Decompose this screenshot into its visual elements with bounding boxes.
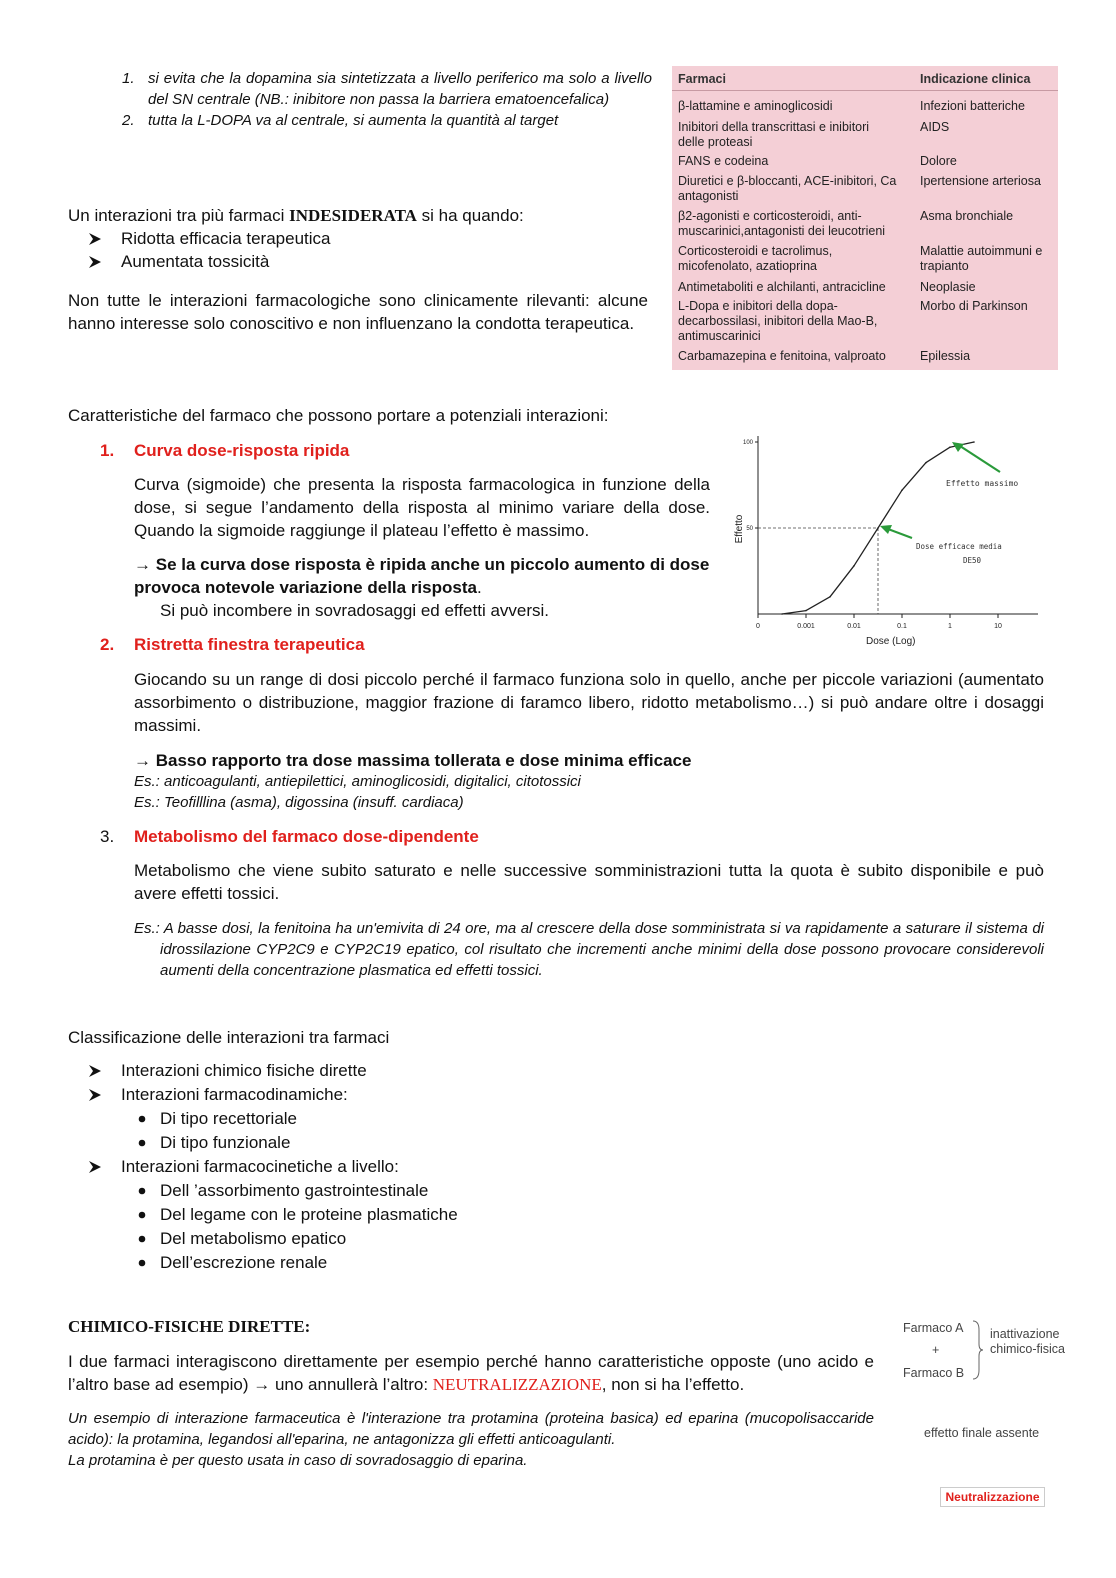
table-row: Infezioni batteriche: [920, 99, 1025, 113]
curve-point: [853, 565, 855, 567]
section-3-heading: 3. Metabolismo del farmaco dose-dipendente: [100, 827, 479, 846]
section-3-title: Metabolismo del farmaco dose-dipendente: [134, 827, 479, 846]
arrowhead-bullet-icon: [88, 255, 102, 269]
bullet-dot-icon: [138, 1235, 146, 1243]
table-row: Neoplasie: [920, 280, 976, 294]
list-item: 1. si evita che la dopamina sia sintetizzata a livello periferico ma solo a livello del SN centrale (NB.: inibitore non passa la barriera ematoencefalica): [122, 70, 652, 108]
list-item: Interazioni farmacodinamiche:: [88, 1083, 688, 1107]
list-item: Interazioni chimico fisiche dirette: [88, 1059, 688, 1083]
curve-point: [877, 527, 879, 529]
final-effect-label: effetto finale assente: [924, 1426, 1040, 1440]
section-3-body: Metabolismo che viene subito saturato e nelle successive somministrazioni tutta la quota è subito disponibile e può avere effetti tossici.: [134, 861, 1044, 903]
inactivation-label: inattivazione chimico-fisica: [990, 1327, 1066, 1356]
drug-a-label: Farmaco A: [903, 1321, 964, 1335]
x-tick-label: 0.001: [797, 623, 815, 630]
arrowhead-bullet-icon: [88, 1160, 102, 1174]
table-row: Dolore: [920, 154, 957, 168]
table-row: AIDS: [920, 120, 950, 134]
list-item: Dell’escrezione renale: [88, 1251, 688, 1275]
list-item: Dell ’assorbimento gastrointestinale: [88, 1179, 688, 1203]
bullet-dot-icon: [138, 1259, 146, 1267]
chem-heading: CHIMICO-FISICHE DIRETTE:: [68, 1317, 311, 1336]
relevance-paragraph: Non tutte le interazioni farmacologiche sono clinicamente rilevanti: alcune hanno interesse solo conoscitivo e non influenzano la condotta terapeutica.: [68, 291, 648, 333]
x-axis-label: Dose (Log): [866, 636, 916, 647]
annotation-max-effect: Effetto massimo: [946, 479, 1019, 488]
section-2-example-2: Es.: Teofilllina (asma), digossina (insuff. cardiaca): [134, 794, 464, 811]
annotation-ed50-text: Dose efficace media: [916, 542, 1002, 551]
undesired-list: [88, 227, 648, 273]
table-header-drugs: Farmaci: [678, 72, 726, 86]
arrow-icon: →: [134, 555, 151, 574]
curve-point: [949, 446, 951, 448]
x-tick-label: 0: [756, 623, 760, 630]
chart-axes: [758, 436, 1038, 614]
curve-point: [925, 462, 927, 464]
arrow-max-effect-icon: [960, 446, 1000, 472]
section-2-example-1: Es.: anticoagulanti, antiepilettici, aminoglicosidi, digitalici, citotossici: [134, 773, 581, 790]
table-row: Epilessia: [920, 349, 971, 363]
annotation-ed50-symbol: DE50: [963, 556, 982, 565]
drug-indication-table: [672, 66, 1058, 370]
bullet-dot-icon: [138, 1139, 146, 1147]
table-header-indication: Indicazione clinica: [920, 72, 1031, 86]
chem-body: I due farmaci interagiscono direttamente per esempio perché hanno caratteristiche opposte (uno acido e l’altro base ad esempio) → uno annullerà l’altro: NEUTRALIZZAZIONE, non si ha l’effetto.: [68, 1352, 874, 1394]
plus-sign: +: [932, 1343, 940, 1357]
undesired-intro: Un interazioni tra più farmaci INDESIDERATA si ha quando:: [68, 206, 524, 225]
arrow-icon: →: [253, 1375, 271, 1394]
chem-example-2: La protamina è per questo usata in caso di sovradosaggio di eparina.: [68, 1452, 528, 1469]
undesired-keyword: INDESIDERATA: [289, 206, 417, 225]
section-2-body: Giocando su un range di dosi piccolo perché il farmaco funziona solo in quello, anche per piccole variazioni (aumentato assorbimento o distribuzione, maggior frazione di faramco libero, ridotto metabolismo…) si può andare oltre i dosaggi massimi.: [134, 670, 1044, 735]
section-3-example: Es.: A basse dosi, la fenitoina ha un'emivita di 24 ore, ma al crescere della dose somministrata si va rapidamente a saturare il sistema di idrossilazione CYP2C9 e CYP2C19 epatico, col risultato che incrementi anche minimi della dose possono provocare considerevoli aumenti della concentrazione plasmatica ed effetti tossici.: [134, 920, 1044, 979]
arrow-icon: →: [134, 751, 151, 770]
table-row: Corticosteroidi e tacrolimus, micofenolato, azatioprina: [678, 244, 833, 273]
curve-point: [829, 596, 831, 598]
arrowhead-bullet-icon: [88, 1064, 102, 1078]
y-tick-label: 100: [742, 440, 753, 446]
table-row: β-lattamine e aminoglicosidi: [678, 99, 833, 113]
table-row: Antimetaboliti e alchilanti, antracicline: [678, 280, 886, 294]
table-row: Malattie autoimmuni e trapianto: [920, 244, 1043, 273]
header-divider: [672, 90, 1058, 91]
list-item: 2. tutta la L-DOPA va al centrale, si aumenta la quantità al target: [122, 112, 559, 129]
neutralization-keyword: NEUTRALIZZAZIONE: [432, 1375, 602, 1394]
curve-point: [901, 489, 903, 491]
section-2-title: Ristretta finestra terapeutica: [134, 635, 365, 654]
table-row: Ipertensione arteriosa: [920, 174, 1041, 188]
list-item: Aumentata tossicità: [88, 250, 648, 273]
table-row: L-Dopa e inibitori della dopa-decarbossilasi, inibitori della Mao-B, antimuscarinici: [678, 299, 878, 343]
list-item: Di tipo recettoriale: [88, 1107, 688, 1131]
neutralization-box: Neutralizzazione: [940, 1487, 1045, 1507]
arrowhead-bullet-icon: [88, 1088, 102, 1102]
chem-example: Un esempio di interazione farmaceutica è l'interazione tra protamina (proteina basica) ed eparina (mucopolisaccaride acido): la protamina, legandosi all'eparina, ne antagonizza gli effetti anticoagulanti.: [68, 1410, 874, 1448]
y-tick-label: 50: [746, 526, 753, 532]
curve-point: [973, 441, 975, 443]
section-1-body: Curva (sigmoide) che presenta la risposta farmacologica in funzione della dose, si segue l’andamento della risposta al minimo variare della dose. Quando la sigmoide raggiunge il plateau l’effetto è massimo.: [134, 475, 710, 540]
x-tick-label: 0.01: [847, 623, 861, 630]
section-2-heading: 2. Ristretta finestra terapeutica: [100, 635, 365, 654]
table-row: Diuretici e β-bloccanti, ACE-inibitori, Ca antagonisti: [678, 174, 897, 203]
list-item: Ridotta efficacia terapeutica: [88, 227, 648, 250]
classification-title: Classificazione delle interazioni tra farmaci: [68, 1028, 390, 1047]
bullet-dot-icon: [138, 1115, 146, 1123]
curve-point: [805, 610, 807, 612]
bullet-dot-icon: [138, 1211, 146, 1219]
arrow-ed50-icon: [888, 529, 912, 538]
y-axis-label: Effetto: [734, 514, 745, 544]
section-2-note: → Basso rapporto tra dose massima tollerata e dose minima efficace: [134, 751, 692, 770]
arrowhead-bullet-icon: [88, 232, 102, 246]
top-list: [122, 68, 652, 131]
right-brace-icon: [972, 1320, 984, 1380]
list-item: Del legame con le proteine plasmatiche: [88, 1203, 688, 1227]
table-row: β2-agonisti e corticosteroidi, anti-muscarinici,antagonisti dei leucotrieni: [678, 209, 886, 238]
x-tick-label: 10: [994, 623, 1002, 630]
classification-list: [88, 1059, 688, 1275]
dose-response-chart: [734, 434, 1058, 656]
table-row: Inibitori della transcrittasi e inibitori delle proteasi: [678, 120, 870, 149]
drug-b-label: Farmaco B: [903, 1366, 965, 1380]
section-1-heading: 1. Curva dose-risposta ripida: [100, 441, 350, 460]
list-item: Di tipo funzionale: [88, 1131, 688, 1155]
table-row: Carbamazepina e fenitoina, valproato: [678, 349, 886, 363]
section-1-note: → Se la curva dose risposta è ripida anche un piccolo aumento di dose provoca notevole variazione della risposta. Si può incombere in sovradosaggi ed effetti avversi.: [134, 555, 710, 620]
curve-point: [781, 613, 783, 615]
table-row: FANS e codeina: [678, 154, 769, 168]
list-item: Interazioni farmacocinetiche a livello:: [88, 1155, 688, 1179]
list-item: Del metabolismo epatico: [88, 1227, 688, 1251]
table-row: Morbo di Parkinson: [920, 299, 1028, 313]
x-tick-label: 1: [948, 623, 952, 630]
characteristics-intro: Caratteristiche del farmaco che possono portare a potenziali interazioni:: [68, 406, 609, 425]
section-1-title: Curva dose-risposta ripida: [134, 441, 350, 460]
bullet-dot-icon: [138, 1187, 146, 1195]
x-tick-label: 0.1: [897, 623, 907, 630]
table-row: Asma bronchiale: [920, 209, 1014, 223]
